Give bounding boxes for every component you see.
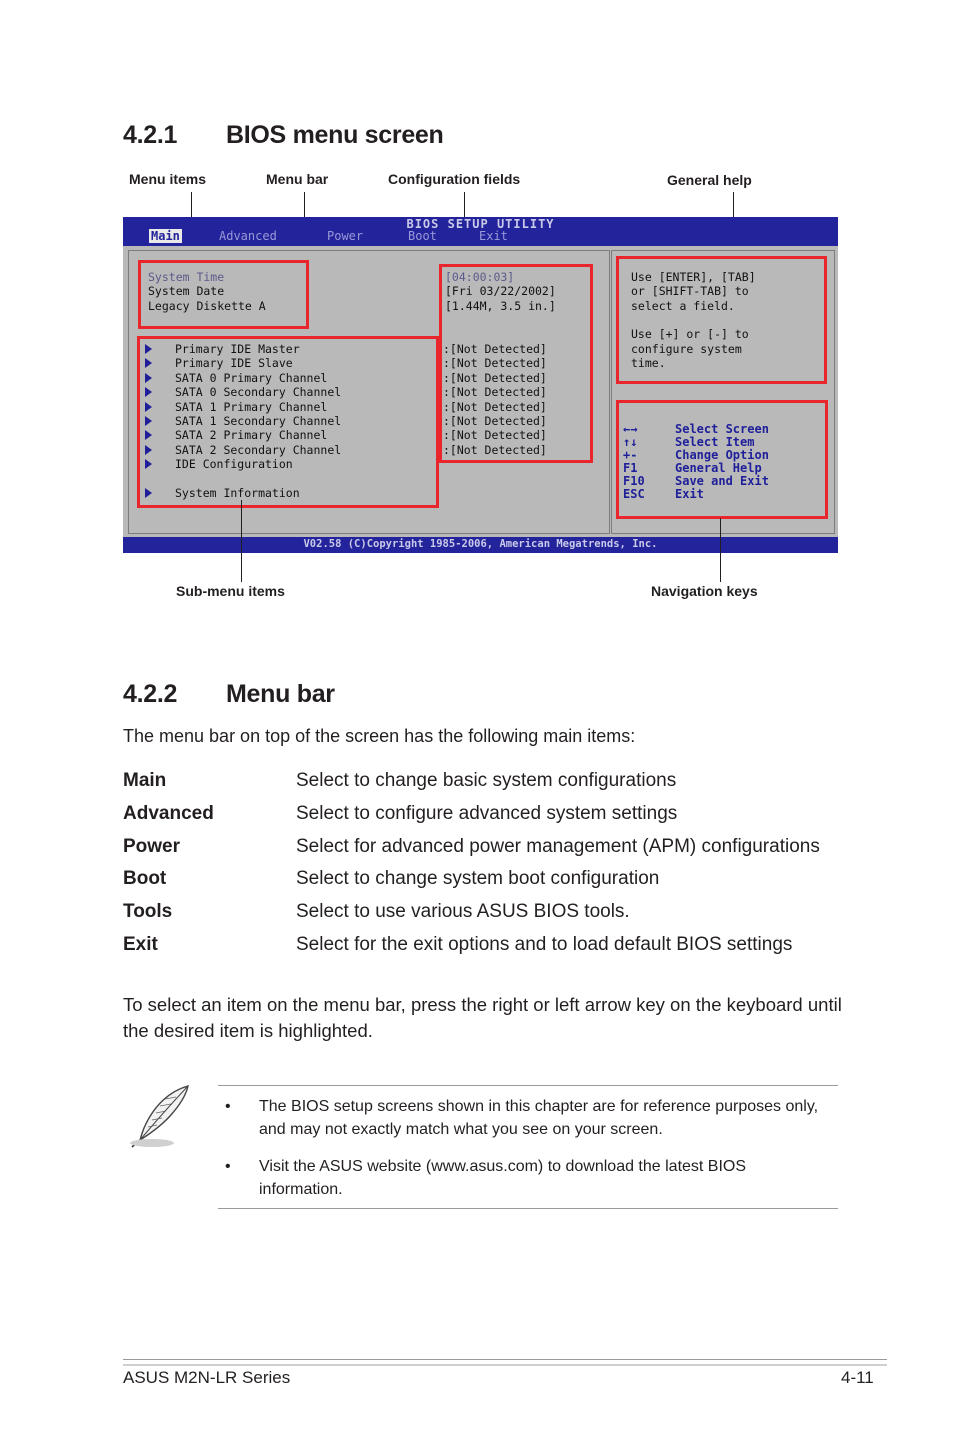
callout-configuration-fields: Configuration fields bbox=[388, 171, 521, 187]
nav-key-save-exit: F10 bbox=[623, 474, 645, 488]
bios-submenu-item[interactable]: SATA 0 Primary Channel bbox=[175, 371, 328, 385]
page-number: 4-11 bbox=[841, 1368, 874, 1387]
footer-product: ASUS M2N-LR Series bbox=[123, 1368, 291, 1387]
bios-status-bar bbox=[123, 537, 838, 553]
nav-action-general-help: General Help bbox=[675, 461, 762, 475]
highlight-menu-items bbox=[138, 260, 309, 329]
desc-boot: Select to change system boot configuration bbox=[296, 868, 660, 889]
bios-copyright: V02.58 (C)Copyright 1985-2006, American Megatrends, Inc. bbox=[303, 538, 658, 550]
bios-submenu-item[interactable]: SATA 1 Secondary Channel bbox=[175, 414, 342, 428]
callout-line-navigation-keys bbox=[720, 518, 721, 582]
nav-key-select-screen: ←→ bbox=[623, 422, 638, 436]
bios-field-system-time[interactable]: [04:00:03] bbox=[445, 270, 515, 284]
bios-item-system-time[interactable]: System Time bbox=[148, 270, 225, 284]
bios-help-line: Use [+] or [-] to bbox=[631, 327, 749, 341]
nav-key-select-item: ↑↓ bbox=[623, 435, 638, 449]
bios-help-line: Use [ENTER], [TAB] bbox=[631, 270, 756, 284]
bios-submenu-item[interactable]: SATA 0 Secondary Channel bbox=[175, 385, 342, 399]
bios-submenu-item[interactable]: System Information bbox=[175, 486, 300, 500]
bios-menu-advanced[interactable]: Advanced bbox=[219, 229, 277, 243]
intro-paragraph: The menu bar on top of the screen has the following main items: bbox=[123, 726, 636, 746]
term-tools: Tools bbox=[123, 901, 173, 922]
bios-submenu-item[interactable]: SATA 1 Primary Channel bbox=[175, 400, 328, 414]
highlight-general-help bbox=[616, 256, 827, 384]
bullet: • bbox=[225, 1098, 231, 1115]
term-power: Power bbox=[123, 836, 181, 857]
desc-advanced: Select to configure advanced system settings bbox=[296, 803, 678, 824]
select-paragraph: To select an item on the menu bar, press the right or left arrow key on the keyboard until the desired item is highlighted. bbox=[123, 994, 842, 1041]
highlight-navigation-keys bbox=[616, 400, 828, 519]
bios-menu-boot[interactable]: Boot bbox=[408, 229, 437, 243]
footer-rule bbox=[123, 1359, 887, 1366]
callout-line-submenu-items bbox=[241, 500, 242, 582]
highlight-submenu-items bbox=[137, 336, 439, 508]
term-boot: Boot bbox=[123, 868, 167, 889]
section-number: 4.2.2 bbox=[123, 680, 178, 708]
callout-menu-bar: Menu bar bbox=[266, 171, 329, 187]
bios-field-legacy-diskette[interactable]: [1.44M, 3.5 in.] bbox=[445, 299, 556, 313]
nav-key-exit: ESC bbox=[623, 487, 645, 501]
bios-menu-exit[interactable]: Exit bbox=[479, 229, 508, 243]
note-text: Visit the ASUS website (www.asus.com) to download the latest BIOS information. bbox=[259, 1158, 747, 1198]
bios-help-line: configure system bbox=[631, 342, 742, 356]
callout-menu-items: Menu items bbox=[129, 171, 207, 187]
nav-action-change-option: Change Option bbox=[675, 448, 769, 462]
term-exit: Exit bbox=[123, 934, 158, 955]
bios-field-system-date[interactable]: [Fri 03/22/2002] bbox=[445, 284, 556, 298]
nav-action-save-exit: Save and Exit bbox=[675, 474, 769, 488]
callout-navigation-keys: Navigation keys bbox=[651, 583, 758, 599]
bios-submenu-item[interactable]: Primary IDE Master bbox=[175, 342, 300, 356]
desc-tools: Select to use various ASUS BIOS tools. bbox=[296, 901, 630, 922]
bios-item-legacy-diskette[interactable]: Legacy Diskette A bbox=[148, 299, 266, 313]
bios-submenu-value: :[Not Detected] bbox=[443, 385, 547, 399]
section-number: 4.2.1 bbox=[123, 121, 178, 149]
section-heading-menu-bar bbox=[123, 680, 723, 710]
note-text: The BIOS setup screens shown in this chapter are for reference purposes only, and may not exactly match what you see on your screen. bbox=[259, 1098, 819, 1138]
nav-action-select-screen: Select Screen bbox=[675, 422, 769, 436]
note-top-rule bbox=[218, 1085, 838, 1086]
bios-menu-bar bbox=[123, 217, 838, 246]
bios-submenu-value: :[Not Detected] bbox=[443, 443, 547, 457]
term-advanced: Advanced bbox=[123, 803, 214, 824]
bios-submenu-value: :[Not Detected] bbox=[443, 356, 547, 370]
nav-key-general-help: F1 bbox=[623, 461, 638, 475]
nav-key-change-option: +- bbox=[623, 448, 638, 462]
bios-submenu-value: :[Not Detected] bbox=[443, 428, 547, 442]
term-main: Main bbox=[123, 770, 167, 791]
bios-submenu-value: :[Not Detected] bbox=[443, 371, 547, 385]
section-title: Menu bar bbox=[226, 680, 335, 708]
bios-submenu-item[interactable]: SATA 2 Secondary Channel bbox=[175, 443, 342, 457]
note-bottom-rule bbox=[218, 1208, 838, 1209]
bios-title: BIOS SETUP UTILITY bbox=[406, 217, 555, 231]
bios-submenu-value: :[Not Detected] bbox=[443, 414, 547, 428]
bullet: • bbox=[225, 1158, 231, 1175]
callout-general-help: General help bbox=[667, 172, 752, 188]
bios-submenu-item[interactable]: IDE Configuration bbox=[175, 457, 293, 471]
nav-action-select-item: Select Item bbox=[675, 435, 755, 449]
bios-submenu-value: :[Not Detected] bbox=[443, 400, 547, 414]
bios-submenu-value: :[Not Detected] bbox=[443, 342, 547, 356]
desc-exit: Select for the exit options and to load default BIOS settings bbox=[296, 934, 793, 955]
desc-main: Select to change basic system configurations bbox=[296, 770, 677, 791]
bios-screenshot bbox=[123, 217, 838, 553]
bios-item-system-date[interactable]: System Date bbox=[148, 284, 225, 298]
highlight-configuration-fields bbox=[439, 264, 593, 463]
desc-power: Select for advanced power management (APM) configurations bbox=[296, 836, 820, 857]
bios-help-line: time. bbox=[631, 356, 666, 370]
bios-submenu-item[interactable]: SATA 2 Primary Channel bbox=[175, 428, 328, 442]
nav-action-exit: Exit bbox=[675, 487, 704, 501]
bios-help-line: select a field. bbox=[631, 299, 735, 313]
callout-submenu-items: Sub-menu items bbox=[176, 583, 285, 599]
section-title: BIOS menu screen bbox=[226, 121, 444, 149]
bios-menu-power[interactable]: Power bbox=[327, 229, 364, 243]
note-feather-icon bbox=[126, 1083, 196, 1153]
bios-submenu-item[interactable]: Primary IDE Slave bbox=[175, 356, 293, 370]
section-heading-bios-menu-screen bbox=[123, 121, 723, 151]
bios-menu-main[interactable]: Main bbox=[151, 229, 180, 243]
bios-help-line: or [SHIFT-TAB] to bbox=[631, 284, 749, 298]
